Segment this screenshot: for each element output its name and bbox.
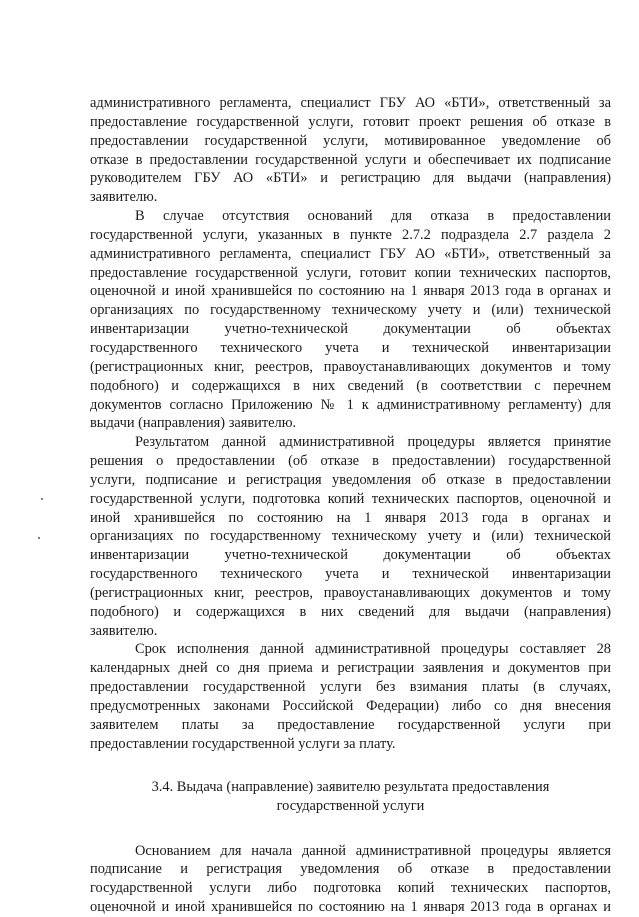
- text-line: заявителю.: [90, 622, 158, 639]
- paragraph-1: [90, 94, 611, 207]
- paragraph-4: [90, 640, 611, 753]
- text-line: предоставлении государственной услуги за плату.: [90, 735, 396, 752]
- scan-speck: [38, 537, 40, 539]
- text-line: руководителем ГБУ АО «БТИ» и регистрацию для выдачи (направления): [90, 170, 611, 187]
- text-line: государственной услуги либо подготовка копий технических паспортов,: [90, 880, 611, 897]
- text-line: решения о предоставлении (об отказе в предоставлении) государственной: [90, 453, 611, 470]
- section-heading-line: 3.4. Выдача (направление) заявителю результата предоставления: [151, 778, 550, 795]
- text-line: отказе в предоставлении государственной услуги и обеспечивает их подписание: [90, 151, 611, 168]
- text-line: В случае отсутствия оснований для отказа в предоставлении: [135, 208, 611, 225]
- text-line: административного регламента, специалист ГБУ АО «БТИ», ответственный за: [90, 245, 611, 262]
- scan-speck: [41, 498, 43, 500]
- paragraph-3: [90, 433, 611, 640]
- text-line: предоставление государственной услуги, готовит копии технических паспортов,: [90, 264, 611, 281]
- text-line: предоставление государственной услуги, готовит проект решения об отказе в: [90, 113, 611, 130]
- text-line: иной хранившейся по состоянию на 1 января 2013 года в органах и: [90, 509, 611, 526]
- section-heading: [90, 778, 611, 816]
- text-line: документов согласно Приложению № 1 к административному регламенту) для: [90, 396, 611, 413]
- text-line: оценочной и иной хранившейся по состоянию на 1 января 2013 года в органах и: [90, 899, 611, 916]
- text-line: Результатом данной административной процедуры является принятие: [135, 434, 611, 451]
- paragraph-5: [90, 842, 611, 917]
- text-line: услуги, подписание и регистрация уведомления об отказе в предоставлении: [90, 471, 611, 488]
- text-line: оценочной и иной хранившейся по состоянию на 1 января 2013 года в органах и: [90, 283, 611, 300]
- text-line: заявителю.: [90, 189, 158, 206]
- text-line: государственной услуги, подготовка копий технических паспортов, оценочной и: [90, 490, 611, 507]
- text-line: государственного технического учета и технической инвентаризации: [90, 566, 611, 583]
- text-line: административного регламента, специалист ГБУ АО «БТИ», ответственный за: [90, 95, 611, 111]
- text-line: государственного технического учета и технической инвентаризации: [90, 339, 611, 356]
- text-line: инвентаризации учетно-технической документации об объектах: [90, 547, 611, 564]
- text-line: Срок исполнения данной административной процедуры составляет 28: [135, 641, 611, 658]
- text-line: заявителем платы за предоставление государственной услуги при: [90, 716, 611, 733]
- text-line: предоставлении государственной услуги без взимания платы (в случаях,: [90, 679, 611, 696]
- text-line: (регистрационных книг, реестров, правоустанавливающих документов и тому: [90, 358, 611, 375]
- text-line: выдачи (направления) заявителю.: [90, 415, 297, 432]
- text-line: подписание и регистрация уведомления об отказе в предоставлении: [90, 861, 611, 878]
- text-line: организациях по государственному техническому учету и (или) технической: [90, 302, 611, 319]
- text-line: календарных дней со дня приема и регистрации заявления и документов при: [90, 660, 611, 677]
- text-line: организациях по государственному техническому учету и (или) технической: [90, 528, 611, 545]
- text-line: предусмотренных законами Российской Федерации) либо со дня внесения: [90, 698, 611, 714]
- section-heading-line: государственной услуги: [276, 797, 425, 814]
- text-line: подобного) и содержащихся в них сведений (в соответствии с перечнем: [90, 377, 611, 394]
- text-line: предоставлении государственной услуги, мотивированное уведомление об: [90, 132, 611, 149]
- text-line: Основанием для начала данной административной процедуры является: [135, 842, 611, 859]
- paragraph-2: [90, 207, 611, 433]
- text-line: (регистрационных книг, реестров, правоустанавливающих документов и тому: [90, 584, 611, 601]
- text-line: инвентаризации учетно-технической документации об объектах: [90, 321, 611, 338]
- text-line: государственной услуги, указанных в пункте 2.7.2 подраздела 2.7 раздела 2: [90, 226, 611, 243]
- text-line: подобного) и содержащихся в них сведений для выдачи (направления): [90, 603, 611, 620]
